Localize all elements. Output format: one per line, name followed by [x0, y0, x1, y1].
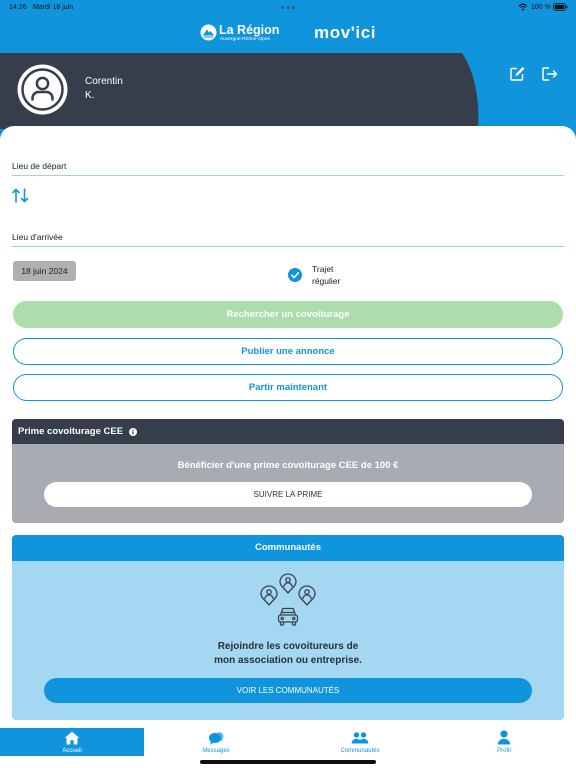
communities-card	[12, 535, 564, 720]
tab-profile-label: Profil	[497, 748, 511, 754]
communities-text-line2: mon association ou entreprise.	[214, 655, 362, 666]
edit-profile-icon[interactable]	[510, 66, 525, 81]
communities-card-title: Communautés	[12, 535, 564, 561]
community-carpool-icon	[258, 572, 318, 627]
prime-card	[12, 419, 564, 523]
departure-underline	[12, 175, 564, 176]
tab-communities-label: Communautés	[340, 748, 380, 754]
group-icon	[351, 732, 369, 744]
logout-icon[interactable]	[542, 67, 558, 81]
status-date: Mardi 18 juin	[33, 4, 74, 11]
avatar[interactable]	[17, 64, 68, 115]
tab-home-label: Accueil	[62, 748, 82, 754]
home-indicator[interactable]	[200, 760, 376, 764]
chat-bubble-icon	[208, 731, 224, 745]
home-icon	[64, 731, 80, 745]
swap-vertical-icon[interactable]	[12, 188, 29, 203]
tab-profile[interactable]	[432, 728, 576, 756]
multitasking-dots[interactable]	[281, 6, 295, 9]
region-brand-subtitle: Auvergne-Rhône-Alpes	[220, 37, 270, 42]
follow-prime-button[interactable]: SUIVRE LA PRIME	[44, 482, 532, 507]
app-logo: mov'ici	[314, 23, 377, 42]
regular-trip-label-line2: régulier	[312, 276, 341, 286]
date-picker-chip[interactable]: 18 juin 2024	[13, 261, 76, 281]
leave-now-button[interactable]: Partir maintenant	[13, 374, 563, 401]
wifi-icon	[518, 3, 528, 11]
user-first-name: Corentin	[85, 76, 123, 87]
prime-card-description: Bénéficier d'une prime covoiturage CEE de 100 €	[177, 460, 399, 471]
battery-percentage: 100 %	[531, 4, 551, 11]
regular-trip-checkbox[interactable]	[288, 268, 302, 282]
tab-messages-label: Messages	[202, 748, 230, 754]
communities-text-line1: Rejoindre les covoitureurs de	[217, 641, 359, 652]
prime-card-header	[12, 419, 564, 444]
user-last-initial: K.	[85, 90, 95, 101]
region-brand-name: La Région	[219, 23, 280, 37]
battery-icon	[553, 3, 568, 11]
departure-input[interactable]	[12, 159, 564, 173]
publish-offer-button[interactable]: Publier une annonce	[13, 338, 563, 365]
status-time: 14:26	[9, 4, 27, 11]
arrival-underline	[12, 246, 564, 247]
region-logo-icon	[200, 24, 217, 41]
tab-home[interactable]	[0, 728, 144, 756]
view-communities-button[interactable]: VOIR LES COMMUNAUTÉS	[44, 678, 532, 703]
prime-card-title: Prime covoiturage CEE	[18, 426, 124, 437]
person-icon	[497, 730, 511, 745]
info-icon[interactable]	[129, 428, 137, 436]
tab-communities[interactable]	[288, 728, 432, 756]
tab-messages[interactable]	[144, 728, 288, 756]
arrival-input[interactable]	[12, 230, 564, 244]
regular-trip-label-line1: Trajet	[312, 264, 334, 274]
search-carpool-button[interactable]: Rechercher un covoiturage	[13, 301, 563, 328]
